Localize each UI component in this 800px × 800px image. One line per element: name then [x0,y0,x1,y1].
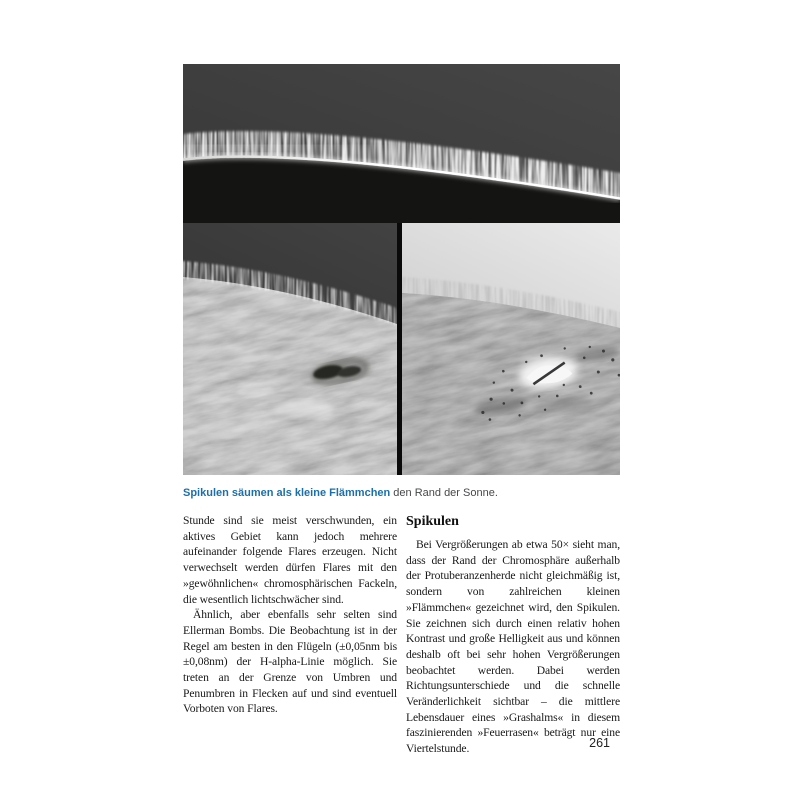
sunspot-halpha-photo-left [183,223,397,475]
figure-caption [183,487,620,500]
section-heading: Spikulen [406,514,459,529]
photo-pair-row [183,223,620,475]
column-left [183,513,397,757]
figure-caption-rest: den Rand der Sonne. [390,487,498,499]
sun-limb-spicules-photo [183,64,620,223]
figure-caption-bold: Spikulen säumen als kleine Flämmchen [183,487,391,499]
page-number: 261 [589,736,610,750]
figure-block [183,64,620,500]
paragraph: Stunde sind sie meist verschwunden, ein aktives Gebiet kann jedoch mehrere aufeinander folgende Flares erzeugen. Nicht verwechselt werden dürfen Flares mit den »gewöhnlichen« chromosphärischen Fackeln, die wesentlich lichtschwächer sind. [183,514,397,606]
paragraph: Ähnlich, aber ebenfalls sehr selten sind Ellerman Bombs. Die Beobachtung ist in der Regel am besten in den Flügeln (±0,05nm bis ±0,08nm) der H-alpha-Linie möglich. Sie treten an der Grenze von Umbren und Penumbren in Flecken auf und sind eventuell Vorboten von Flares. [183,608,397,716]
column-right [406,513,620,757]
sunspot-inverted-photo-right [402,223,620,475]
paragraph: Bei Vergrößerungen ab etwa 50× sieht man, dass der Rand der Chromosphäre außerhalb der Protuberanzenherde nicht gleichmäßig ist, sondern von zahlreichen kleinen »Flämmchen« gezeichnet wird, den Spikulen. Sie zeichnen sich durch einen relativ hohen Kontrast und große Helligkeit aus und können deshalb oft bei sehr hohen Vergrößerungen beobachtet werden. Dabei werden Richtungsunterschiede und die schnelle Veränderlichkeit sichtbar – die mittlere Lebensdauer eines »Grashalms« in diesem faszinierenden »Feuerrasen« beträgt nur eine Viertelstunde. [406,538,620,756]
text-columns [183,513,620,757]
